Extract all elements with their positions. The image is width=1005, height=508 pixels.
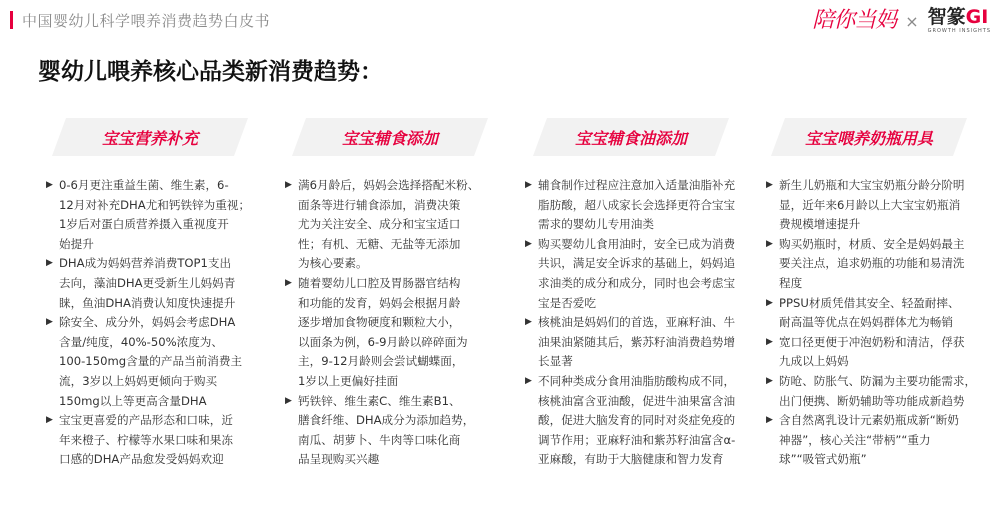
column-list-complementary-food <box>285 176 490 470</box>
triangle-right-icon: ▶ <box>285 395 292 406</box>
category-banner-nutrition <box>52 118 248 156</box>
category-banner-food-oil <box>533 118 729 156</box>
triangle-right-icon: ▶ <box>525 180 532 190</box>
logo-zhizhuan-main: 智篆GI <box>927 6 989 28</box>
triangle-right-icon: ▶ <box>525 317 532 328</box>
triangle-right-icon: ▶ <box>46 317 53 328</box>
list-item: ▶ 0-6月更注重益生菌、维生素，6- 12月对补充DHA尤和钙铁锌为重视； 1岁后对蛋白质营养摄入重视度开 始提升 <box>46 178 251 251</box>
triangle-right-icon: ▶ <box>766 415 773 426</box>
list-item: ▶ 核桃油是妈妈们的首选，亚麻籽油、牛 油果油紧随其后，紫苏籽油消费趋势增 长显著 <box>525 315 736 369</box>
banner-label: 宝宝营养补充 <box>101 128 198 148</box>
triangle-right-icon: ▶ <box>766 297 773 308</box>
list-item: ▶ 购买婴幼儿食用油时，安全已成为消费 共识，满足安全诉求的基础上，妈妈追 求油类的成分和成分，同时也会考虑宝 宝是否爱吃 <box>525 236 736 310</box>
list-item: ▶ 宽口径更便于冲泡奶粉和清洁，俘获 九成以上妈妈 <box>766 334 965 369</box>
list-item: ▶ 满6月龄后，妈妈会选择搭配米粉、 面条等进行辅食添加，消费决策 尤为关注安全、成分和宝宝适口 性；有机、无糖、无盐等无添加 为核心要素。 <box>285 178 480 271</box>
header-title: 中国婴幼儿科学喂养消费趋势白皮书 <box>22 12 271 30</box>
logo-separator: × <box>905 11 919 31</box>
triangle-right-icon: ▶ <box>525 375 532 386</box>
triangle-right-icon: ▶ <box>766 180 773 190</box>
triangle-right-icon: ▶ <box>46 180 53 190</box>
logo-peinidangma: 陪你当妈 <box>812 8 897 33</box>
triangle-right-icon: ▶ <box>766 238 773 249</box>
list-item: ▶ 辅食制作过程应注意加入适量油脂补充 脂肪酸，超八成家长会选择更符合宝宝 需求的婴幼儿专用油类 <box>525 178 736 232</box>
triangle-right-icon: ▶ <box>285 277 292 288</box>
category-banner-complementary-food <box>292 118 488 156</box>
triangle-right-icon: ▶ <box>766 336 773 347</box>
logo-zhizhuan-sub: GROWTH INSIGHTS <box>927 28 991 34</box>
triangle-right-icon: ▶ <box>766 375 773 386</box>
list-item: ▶ 除安全、成分外，妈妈会考虑DHA 含量/纯度，40%-50%浓度为、 100-150mg含量的产品当前消费主 流，3岁以上妈妈更倾向于购买 150mg以上等更高含量DHA <box>46 315 243 408</box>
page-title: 婴幼儿喂养核心品类新消费趋势： <box>38 59 383 85</box>
column-list-food-oil <box>525 176 745 470</box>
list-item: ▶ 含自然离乳设计元素奶瓶成新“断奶 神器”，核心关注“带柄”“重力 球”“吸管式奶瓶” <box>766 413 959 467</box>
list-item: ▶ PPSU材质凭借其安全、轻盈耐摔、 耐高温等优点在妈妈群体尤为畅销 <box>766 295 960 330</box>
list-item: ▶ 宝宝更喜爱的产品形态和口味，近 年来橙子、柠檬等水果口味和果冻 口感的DHA产品愈发受妈妈欢迎 <box>46 413 233 467</box>
list-item: ▶ 不同种类成分食用油脂肪酸构成不同， 核桃油富含亚油酸，促进牛油果富含油 酸，促进大脑发育的同时对炎症免疫的 调节作用；亚麻籽油和紫苏籽油富含α- 亚麻酸，有助于大脑健康和智力发育 <box>525 373 736 467</box>
triangle-right-icon: ▶ <box>46 258 53 269</box>
triangle-right-icon: ▶ <box>525 238 532 249</box>
partner-logos <box>812 6 991 36</box>
list-item: ▶ 随着婴幼儿口腔及胃肠器官结构 和功能的发育，妈妈会根据月龄 逐步增加食物硬度和颗粒大小， 以面条为例，6-9月龄以碎碎面为 主，9-12月龄则会尝试蝴蝶面， 1岁以上更偏好挂面 <box>285 275 468 388</box>
list-item: ▶ 防呛、防胀气、防漏为主要功能需求， 出门便携、断奶辅助等功能成新趋势 <box>766 373 977 408</box>
logo-zhizhuan <box>928 8 991 34</box>
list-item: ▶ 购买奶瓶时，材质、安全是妈妈最主 要关注点，追求奶瓶的功能和易清洗 程度 <box>766 236 965 290</box>
banner-label: 宝宝辅食油添加 <box>574 128 687 148</box>
column-list-nutrition <box>46 176 254 470</box>
banner-label: 宝宝辅食添加 <box>341 128 438 148</box>
list-item: ▶ 钙铁锌、维生素C、维生素B1、 膳食纤维、DHA成分为添加趋势， 南瓜、胡萝卜、牛肉等口味化商 品呈现购买兴趣 <box>285 393 475 467</box>
header-accent-bar <box>10 11 13 29</box>
list-item: ▶ DHA成为妈妈营养消费TOP1支出 去向，藻油DHA更受新生儿妈妈青 睐，鱼油DHA消费认知度快速提升 <box>46 256 236 310</box>
triangle-right-icon: ▶ <box>46 415 53 426</box>
category-banner-feeding-bottle <box>771 118 967 156</box>
list-item: ▶ 新生儿奶瓶和大宝宝奶瓶分龄分阶明 显，近年来6月龄以上大宝宝奶瓶消 费规模增速提升 <box>766 178 965 232</box>
column-list-feeding-bottle <box>766 176 981 470</box>
banner-label: 宝宝喂养奶瓶用具 <box>804 128 933 148</box>
triangle-right-icon: ▶ <box>285 180 292 190</box>
